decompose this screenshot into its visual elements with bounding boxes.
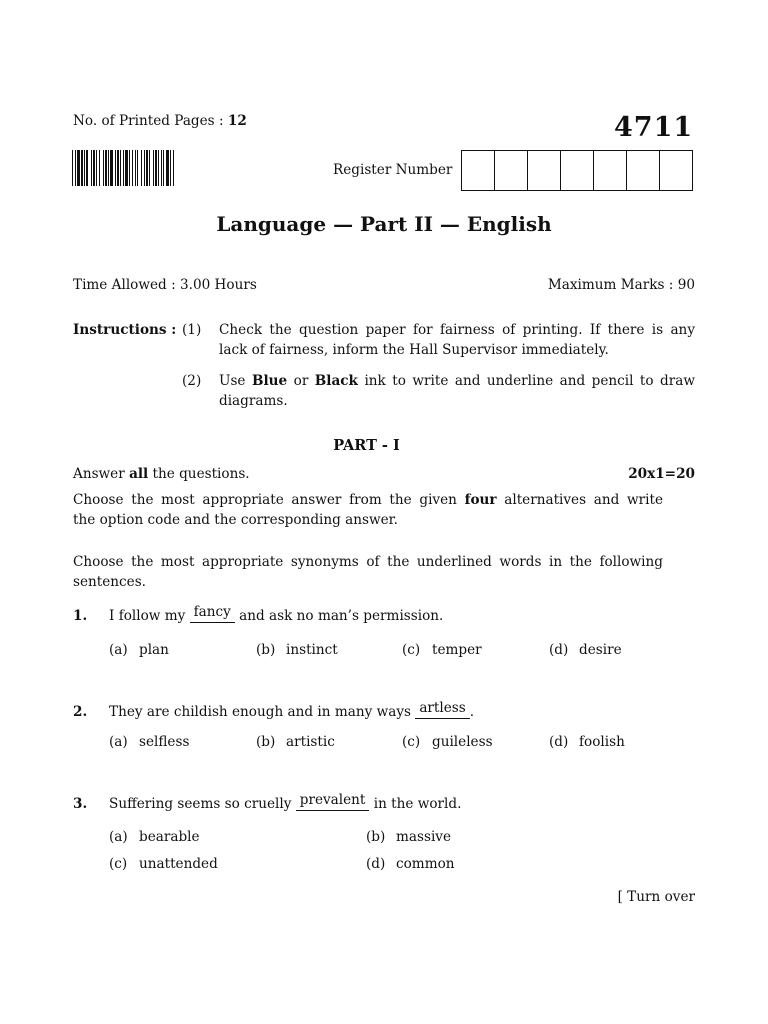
instruction-1 (219, 320, 695, 360)
register-digit-box[interactable] (660, 151, 692, 190)
page-title: Language — Part II — English (216, 212, 552, 236)
question-3-option[interactable] (366, 829, 451, 845)
option-text: common (396, 856, 455, 872)
choose-line1 (73, 490, 663, 510)
question-2-option[interactable] (549, 734, 625, 750)
turn-over-note: [ Turn over (617, 889, 695, 905)
question-1-option[interactable] (256, 642, 338, 658)
option-label: (c) (402, 734, 421, 750)
instruction-number: (1) (182, 322, 202, 338)
option-label: (d) (549, 642, 569, 658)
option-text: unattended (139, 856, 218, 872)
option-label: (c) (109, 856, 128, 872)
question-2-text (109, 700, 475, 723)
text: . (469, 704, 475, 720)
register-digit-box[interactable] (528, 151, 561, 190)
question-3-option[interactable] (109, 856, 218, 872)
question-number: 1. (73, 608, 88, 624)
text: or (287, 373, 315, 389)
text: and ask no man’s permission. (239, 608, 444, 624)
barcode-image (72, 150, 256, 186)
option-text: plan (139, 642, 169, 658)
option-text: foolish (579, 734, 625, 750)
register-digit-box[interactable] (495, 151, 528, 190)
option-text: guileless (432, 734, 493, 750)
question-number: 2. (73, 704, 88, 720)
option-label: (b) (256, 642, 276, 658)
printed-pages-value: 12 (227, 113, 247, 129)
question-3-text (109, 792, 462, 815)
option-text: artistic (286, 734, 335, 750)
answer-all-instruction (73, 466, 250, 482)
question-1-text (109, 604, 444, 627)
option-label: (a) (109, 829, 128, 845)
option-text: temper (432, 642, 482, 658)
choose-instruction (73, 490, 663, 530)
text: They are childish enough and in many ways (109, 704, 411, 720)
register-number-boxes[interactable] (461, 150, 693, 191)
option-text: bearable (139, 829, 200, 845)
text: four (464, 492, 497, 508)
text: ink to write and underline and pencil to draw (357, 373, 695, 389)
question-2-option[interactable] (256, 734, 335, 750)
option-label: (b) (256, 734, 276, 750)
printed-pages (73, 113, 247, 129)
underlined-word: artless (415, 700, 469, 719)
option-label: (d) (366, 856, 386, 872)
register-digit-box[interactable] (594, 151, 627, 190)
instructions-label: Instructions : (73, 322, 177, 338)
text: in the world. (373, 796, 462, 812)
option-label: (c) (402, 642, 421, 658)
text: Use (219, 373, 252, 389)
question-1-option[interactable] (109, 642, 169, 658)
question-1-option[interactable] (549, 642, 622, 658)
choose-line2: the option code and the corresponding answer. (73, 512, 398, 528)
maximum-marks: Maximum Marks : 90 (547, 277, 695, 293)
question-1-option[interactable] (402, 642, 482, 658)
option-label: (d) (549, 734, 569, 750)
option-label: (a) (109, 642, 128, 658)
synonyms-line2: sentences. (73, 574, 146, 590)
text: all (129, 466, 149, 482)
instruction-2 (219, 371, 695, 411)
instruction-1-line1: Check the question paper for fairness of printing. If there is any (219, 322, 695, 338)
instruction-2-line1 (219, 371, 695, 391)
text: Choose the most appropriate answer from the given (73, 492, 465, 508)
synonyms-line1: Choose the most appropriate synonyms of the underlined words in the following (73, 554, 663, 570)
part-heading: PART - I (333, 437, 400, 454)
text: the questions. (148, 466, 250, 482)
question-3-option[interactable] (366, 856, 455, 872)
option-label: (b) (366, 829, 386, 845)
black-ink-text: Black (314, 373, 358, 389)
register-digit-box[interactable] (462, 151, 495, 190)
blue-ink-text: Blue (251, 373, 288, 389)
option-label: (a) (109, 734, 128, 750)
register-digit-box[interactable] (561, 151, 594, 190)
section-marks: 20x1=20 (628, 466, 695, 482)
option-text: instinct (286, 642, 338, 658)
instruction-1-line2: lack of fairness, inform the Hall Supervisor immediately. (219, 342, 609, 358)
option-text: selfless (139, 734, 190, 750)
synonyms-instruction (73, 552, 663, 592)
option-text: massive (396, 829, 452, 845)
text: alternatives and write (496, 492, 664, 508)
printed-pages-label: No. of Printed Pages : (73, 113, 224, 129)
question-number: 3. (73, 796, 88, 812)
underlined-word: prevalent (296, 792, 370, 811)
underlined-word: fancy (190, 604, 235, 623)
question-3-option[interactable] (109, 829, 200, 845)
register-number-label: Register Number (333, 162, 453, 178)
text: Suffering seems so cruelly (109, 796, 292, 812)
time-allowed: Time Allowed : 3.00 Hours (73, 277, 257, 293)
option-text: desire (579, 642, 622, 658)
instruction-number: (2) (182, 373, 202, 389)
register-digit-box[interactable] (627, 151, 660, 190)
instruction-2-line2: diagrams. (219, 393, 288, 409)
question-2-option[interactable] (109, 734, 189, 750)
text: Answer (73, 466, 130, 482)
paper-code: 4711 (614, 112, 694, 143)
text: I follow my (109, 608, 186, 624)
question-2-option[interactable] (402, 734, 493, 750)
